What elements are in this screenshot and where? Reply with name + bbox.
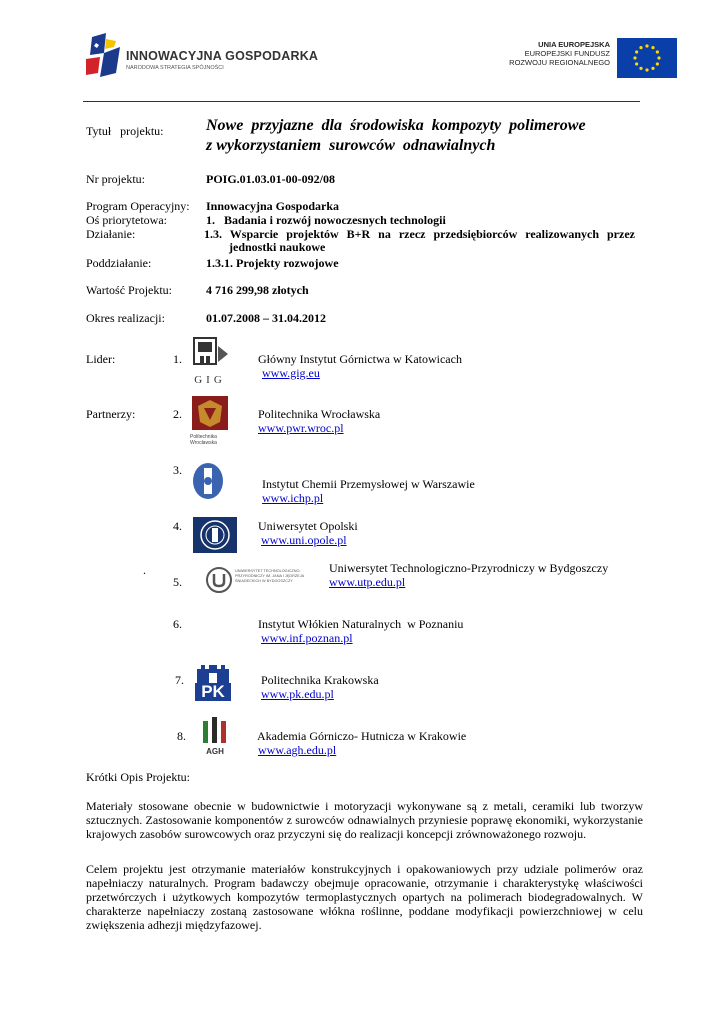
utp-logo-text: UNIWERSYTET TECHNOLOGICZNO-PRZYRODNICZY IM. JANA I JĘDRZEJA ŚNIADECKICH W BYDGOSZCZY xyxy=(235,569,304,583)
ue-line1: UNIA EUROPEJSKA xyxy=(538,40,610,49)
partner-link-8[interactable]: www.agh.edu.pl xyxy=(258,743,337,757)
os-label: Oś priorytetowa: xyxy=(86,213,167,227)
partner-name-4: Uniwersytet Opolski xyxy=(258,519,358,533)
pk-logo-text: PK xyxy=(195,683,231,701)
gig-logo xyxy=(190,336,230,384)
eu-star-icon xyxy=(639,67,642,70)
okres-label: Okres realizacji: xyxy=(86,311,165,325)
eu-star-icon xyxy=(645,44,648,47)
pwr-logo-text: Politechnika Wrocławska xyxy=(190,434,217,446)
dzialanie-line2: jednostki naukowe xyxy=(229,240,326,254)
ig-emblem-icon xyxy=(86,33,122,79)
partner-number-4: 4. xyxy=(173,519,182,533)
partner-link-4[interactable]: www.uni.opole.pl xyxy=(261,533,347,547)
eu-star-icon xyxy=(656,62,659,65)
description-paragraph-2: Celem projektu jest otrzymanie materiałów konstrukcyjnych i opakowaniowych przy udziale polimerów oraz napełniaczy naturalnych. Program badawczy obejmuje opracowanie, otrzymanie i charakterystykę właściwości przetwórczych i użytkowych kompozytów termoplastycznych opartych na polimerach biodegradowalnych. W charakterze napełniaczy zostaną zastosowane włókna roślinne, poddane modyfikacji powierzchniowej w celu zwiększenia adhezji międzyfazowej. xyxy=(86,862,643,932)
eu-star-icon xyxy=(635,62,638,65)
utp-emblem-icon xyxy=(205,566,233,594)
partner-link-2[interactable]: www.pwr.wroc.pl xyxy=(258,421,344,435)
partner-number-7: 7. xyxy=(175,673,184,687)
uni-opole-logo-icon xyxy=(193,517,237,553)
partner-number-1: 1. xyxy=(173,352,182,366)
eu-star-icon xyxy=(645,68,648,71)
utp-logo xyxy=(205,566,315,596)
agh-logo xyxy=(200,717,230,759)
lider-label: Lider: xyxy=(86,352,116,366)
title-label: Tytuł projektu: xyxy=(86,124,164,138)
eu-star-icon xyxy=(651,46,654,49)
project-title-line2: z wykorzystaniem surowców odnawialnych xyxy=(206,137,496,154)
partner-number-2: 2. xyxy=(173,407,182,421)
partner-name-7: Politechnika Krakowska xyxy=(261,673,379,687)
eu-star-icon xyxy=(657,56,660,59)
eu-star-icon xyxy=(639,46,642,49)
partner-name-1: Główny Instytut Górnictwa w Katowicach xyxy=(258,352,462,366)
partner-link-3[interactable]: www.ichp.pl xyxy=(262,491,324,505)
agh-logo-text: AGH xyxy=(206,747,224,756)
partnerzy-label: Partnerzy: xyxy=(86,407,136,421)
eu-star-icon xyxy=(633,56,636,59)
partner-link-1[interactable]: www.gig.eu xyxy=(262,366,320,380)
pwr-logo xyxy=(190,396,230,446)
agh-emblem-icon xyxy=(200,717,230,745)
wartosc-value: 4 716 299,98 złotych xyxy=(206,283,309,297)
eu-star-icon xyxy=(651,67,654,70)
description-paragraph-1: Materiały stosowane obecnie w budownictwie i motoryzacji wykonywane są z metali, ceramiki lub tworzyw sztucznych. Zastosowanie komponentów z surowców odnawialnych przyniesie poprawę ekonomiki, wykorzystanie krajowych zasobów surowcowych oraz przyczyni się do realizacji koncepcji zrównoważonego rozwoju. xyxy=(86,799,643,841)
partner-name-3: Instytut Chemii Przemysłowej w Warszawie xyxy=(262,477,475,491)
eu-flag-icon xyxy=(617,38,677,78)
pwr-emblem-icon xyxy=(192,396,228,430)
partner-link-7[interactable]: www.pk.edu.pl xyxy=(261,687,334,701)
nr-label: Nr projektu: xyxy=(86,172,145,186)
wartosc-label: Wartość Projektu: xyxy=(86,283,173,297)
nr-value: POIG.01.03.01-00-092/08 xyxy=(206,172,335,186)
partner-number-8: 8. xyxy=(177,729,186,743)
eu-text-block xyxy=(470,40,610,67)
partner-name-2: Politechnika Wrocławska xyxy=(258,407,381,421)
stray-dot: . xyxy=(143,563,146,577)
program-label: Program Operacyjny: xyxy=(86,199,190,213)
poddzialanie-value: 1.3.1. Projekty rozwojowe xyxy=(206,256,339,270)
os-value: 1. Badania i rozwój nowoczesnych technologii xyxy=(206,213,446,227)
gig-emblem-icon xyxy=(190,336,230,370)
partner-name-6: Instytut Włókien Naturalnych w Poznaniu xyxy=(258,617,464,631)
dzialanie-line1: 1.3. Wsparcie projektów B+R na rzecz przedsiębiorców realizowanych przez xyxy=(204,227,635,241)
program-value: Innowacyjna Gospodarka xyxy=(206,199,340,213)
partner-number-5: 5. xyxy=(173,575,182,589)
partner-number-3: 3. xyxy=(173,463,182,477)
okres-value: 01.07.2008 – 31.04.2012 xyxy=(206,311,326,325)
description-heading: Krótki Opis Projektu: xyxy=(86,770,190,784)
partner-link-5[interactable]: www.utp.edu.pl xyxy=(329,575,406,589)
partner-number-6: 6. xyxy=(173,617,182,631)
partner-name-8: Akademia Górniczo- Hutnicza w Krakowie xyxy=(257,729,467,743)
poddzialanie-label: Poddziałanie: xyxy=(86,256,152,270)
project-title-line1: Nowe przyjazne dla środowiska kompozyty polimerowe xyxy=(206,117,586,134)
eu-star-icon xyxy=(656,50,659,53)
ue-line2: EUROPEJSKI FUNDUSZ xyxy=(524,49,610,58)
header-divider xyxy=(83,101,640,102)
ichp-logo-icon xyxy=(192,462,224,500)
ue-line3: ROZWOJU REGIONALNEGO xyxy=(509,58,610,67)
eu-star-icon xyxy=(635,50,638,53)
gig-logo-text: GIG xyxy=(194,374,226,386)
ig-subtitle: NARODOWA STRATEGIA SPÓJNOŚCI xyxy=(126,65,224,71)
pk-logo xyxy=(195,663,231,703)
partner-name-5: Uniwersytet Technologiczno-Przyrodniczy w Bydgoszczy xyxy=(329,561,609,575)
dzialanie-label: Działanie: xyxy=(86,227,136,241)
partner-link-6[interactable]: www.inf.poznan.pl xyxy=(261,631,353,645)
innowacyjna-gospodarka-logo xyxy=(86,33,326,81)
ig-title: INNOWACYJNA GOSPODARKA xyxy=(126,49,319,63)
